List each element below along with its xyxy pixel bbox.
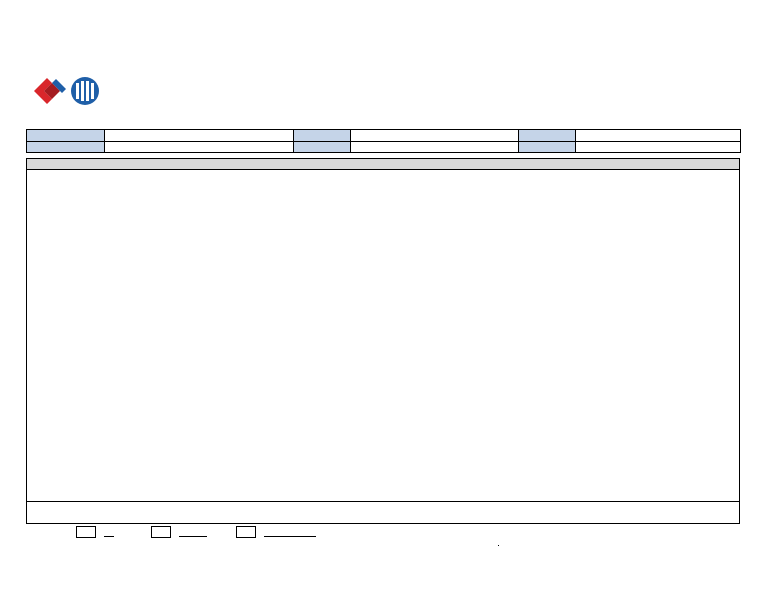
header-info-table — [26, 129, 741, 153]
inspection-checklist — [26, 158, 740, 524]
header-value-field[interactable] — [351, 141, 519, 153]
header-label-cell — [294, 130, 351, 142]
header-value-field[interactable] — [105, 141, 294, 153]
header-value-field[interactable] — [105, 130, 294, 142]
header-value-field[interactable] — [576, 141, 741, 153]
header-value-field[interactable] — [351, 130, 519, 142]
header-value-field[interactable] — [576, 130, 741, 142]
legend-box[interactable] — [236, 526, 256, 538]
logo-emblem-icon — [30, 74, 106, 108]
header-label-cell — [294, 141, 351, 153]
legend-box[interactable] — [151, 526, 171, 538]
legend-box[interactable] — [76, 526, 96, 538]
legend-line — [104, 536, 114, 537]
header-label-cell — [519, 130, 576, 142]
page-dot — [498, 545, 499, 546]
legend-line — [264, 536, 316, 537]
company-logo — [30, 74, 190, 108]
daily-check-grid[interactable] — [361, 159, 739, 499]
signature-row — [27, 501, 739, 523]
header-label-cell — [27, 130, 105, 142]
legend-line — [179, 536, 207, 537]
header-label-cell — [519, 141, 576, 153]
footer-legend — [26, 524, 740, 540]
header-label-cell — [27, 141, 105, 153]
